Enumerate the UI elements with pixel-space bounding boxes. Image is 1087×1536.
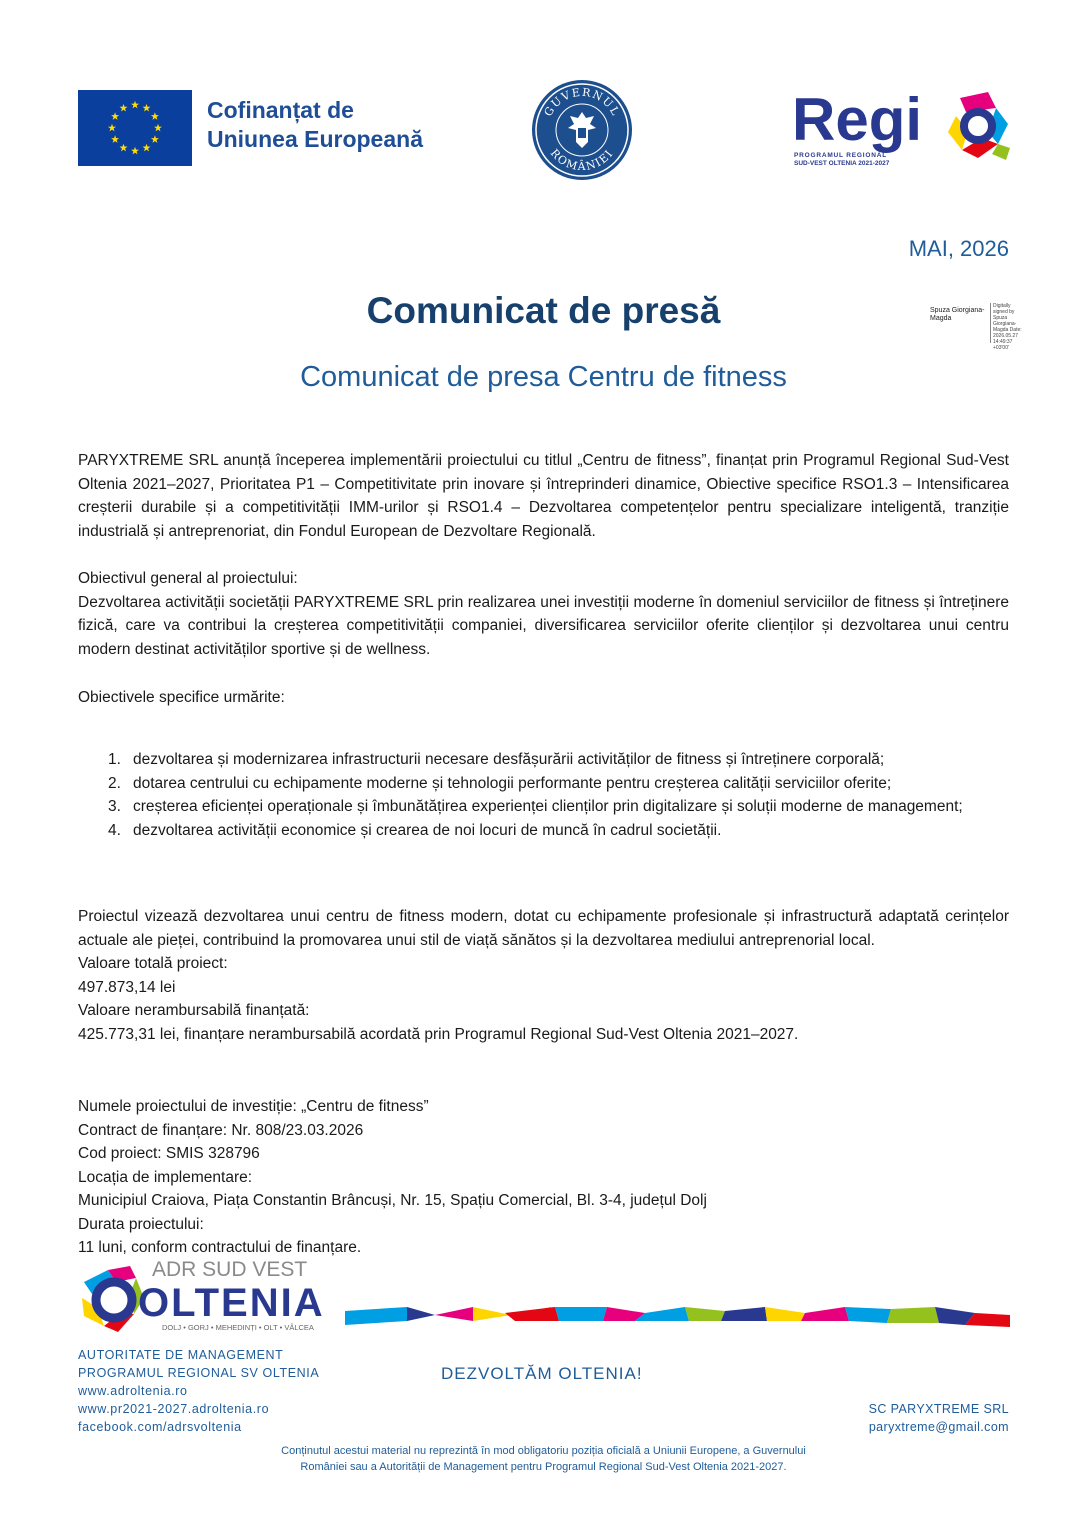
list-item xyxy=(78,772,1009,796)
beneficiary-name: SC PARYXTREME SRL xyxy=(868,1402,1009,1416)
government-seal-logo xyxy=(530,78,634,182)
list-item-number: 2. xyxy=(108,774,121,792)
list-item-text: dezvoltarea activității economice și crearea de noi locuri de muncă în cadrul societății. xyxy=(133,821,722,839)
list-item xyxy=(78,819,1009,843)
decorative-ribbon xyxy=(345,1303,1010,1329)
signature-details: Digitally signed by Spuza Giorgiana-Magda Date: 2026.05.27 14:49:37 +03'00' xyxy=(993,303,1022,351)
duration-label: Durata proiectului: xyxy=(78,1215,204,1233)
slogan: DEZVOLTĂM OLTENIA! xyxy=(441,1364,643,1383)
list-item xyxy=(78,795,1009,819)
eu-stars-icon xyxy=(78,90,192,166)
list-item-number: 1. xyxy=(108,751,121,768)
list-item xyxy=(78,748,1009,772)
adr-oltenia-logo xyxy=(78,1254,340,1338)
beneficiary-email-link[interactable]: paryxtreme@gmail.com xyxy=(868,1420,1009,1434)
regio-subtitle-2: SUD-VEST OLTENIA 2021-2027 xyxy=(794,160,890,167)
project-paragraph: Proiectul vizează dezvoltarea unui centru de fitness modern, dotat cu echipamente profesionale și infrastructură adaptată cerințelor actuale ale pieței, contribuind la promovarea unui stil de viață sănătos și la dezvoltarea mediului antreprenorial local. xyxy=(78,908,1009,949)
list-item-text: creșterea eficienței operaționale și îmbunătățirea experienței clienților prin digitalizare și soluții moderne de management; xyxy=(133,798,963,815)
adr-main-text: OLTENIA xyxy=(138,1281,325,1325)
duration-value: 11 luni, conform contractului de finanțare. xyxy=(78,1239,362,1256)
list-item-number: 3. xyxy=(108,798,121,815)
list-item-text: dotarea centrului cu echipamente moderne și tehnologii performante pentru creșterea calității serviciilor oferite; xyxy=(133,774,892,792)
list-item-number: 4. xyxy=(108,821,121,839)
regio-colored-o-icon xyxy=(948,92,1010,160)
regio-logo xyxy=(792,84,1012,168)
document-date: MAI, 2026 xyxy=(908,236,1009,261)
general-objective-heading: Obiectivul general al proiectului: xyxy=(78,570,298,587)
regio-subtitle-1: PROGRAMUL REGIONAL xyxy=(794,152,888,159)
total-value: 497.873,14 lei xyxy=(78,978,176,996)
seal-bottom-text: ROMÂNIEI xyxy=(547,146,617,174)
location-label: Locația de implementare: xyxy=(78,1168,253,1186)
list-item-text: dezvoltarea și modernizarea infrastructurii necesare desfășurării activităților de fitness și întreținere corporală; xyxy=(133,751,885,768)
project-description-section xyxy=(78,905,1009,1046)
authority-line-2: PROGRAMUL REGIONAL SV OLTENIA xyxy=(78,1366,320,1380)
facebook-link[interactable]: facebook.com/adrsvoltenia xyxy=(78,1420,242,1434)
adr-counties-text: DOLJ • GORJ • MEHEDINȚI • OLT • VÂLCEA xyxy=(162,1323,314,1332)
digital-signature-block xyxy=(930,303,1022,351)
general-objective-section xyxy=(78,567,1009,661)
adr-top-text: ADR SUD VEST xyxy=(152,1258,308,1281)
legal-disclaimer xyxy=(0,1443,1087,1475)
location-value: Municipiul Craiova, Piața Constantin Brâncuși, Nr. 15, Spațiu Comercial, Bl. 3-4, județul Dolj xyxy=(78,1192,707,1209)
adr-colored-circle-icon xyxy=(82,1266,144,1332)
grant-value-label: Valoare nerambursabilă finanțată: xyxy=(78,1002,310,1019)
specific-objectives-list xyxy=(78,748,1009,842)
eu-line-2: Uniunea Europeană xyxy=(207,126,423,152)
disclaimer-line-2: României sau a Autorității de Management pentru Programul Regional Sud-Vest Oltenia 2021-2027. xyxy=(300,1461,787,1473)
project-name: Numele proiectului de investiție: „Centru de fitness” xyxy=(78,1098,429,1115)
intro-paragraph: PARYXTREME SRL anunță începerea implementării proiectului cu titlul „Centru de fitness”, finanțat prin Programul Regional Sud-Vest Oltenia 2021–2027, Prioritatea P1 – Competitivitate prin inovare și întreprinderi dinamice, Obiective specifice RSO1.3 – Intensificarea creșterii durabile și a competitivității IMM-urilor și RSO1.4 – Dezvoltarea competențelor pentru specializare inteligentă, tranziție industrială și antreprenoriat, din Fondul European de Dezvoltare Regională. xyxy=(78,452,1009,540)
general-objective-text: Dezvoltarea activității societății PARYXTREME SRL prin realizarea unei investiții moderne în domeniul serviciilor de fitness și întreținere fizică, care va contribui la creșterea competitivității companiei, diversificarea serviciilor oferite clienților și dezvoltarea unui centru modern destinat activităților sportive și de wellness. xyxy=(78,593,1009,658)
page-subtitle: Comunicat de presa Centru de fitness xyxy=(300,361,787,393)
eu-line-1: Cofinanțat de xyxy=(207,97,354,123)
eu-cofinancing-text xyxy=(207,96,423,154)
signature-name: Spuza Giorgiana-Magda xyxy=(930,307,985,322)
authority-line-1: AUTORITATE DE MANAGEMENT xyxy=(78,1348,284,1362)
page-title: Comunicat de presă xyxy=(366,290,721,331)
grant-value: 425.773,31 lei, finanțare nerambursabilă acordată prin Programul Regional Sud-Vest Oltenia 2021–2027. xyxy=(78,1025,799,1043)
project-code: Cod proiect: SMIS 328796 xyxy=(78,1145,260,1162)
regio-word: Regi xyxy=(792,86,923,153)
seal-top-text: GUVERNUL xyxy=(541,85,623,119)
contract-number: Contract de finanțare: Nr. 808/23.03.2026 xyxy=(78,1121,364,1139)
beneficiary-contacts xyxy=(869,1400,1009,1436)
specific-objectives-heading: Obiectivele specifice urmărite: xyxy=(78,689,285,706)
disclaimer-line-1: Conținutul acestui material nu reprezintă în mod obligatoriu poziția oficială a Uniunii Europene, a Guvernului xyxy=(281,1445,806,1457)
managing-authority-contacts xyxy=(78,1346,319,1436)
eu-flag-logo xyxy=(78,90,192,166)
website-link-2[interactable]: www.pr2021-2027.adroltenia.ro xyxy=(78,1402,270,1416)
total-value-label: Valoare totală proiect: xyxy=(78,955,228,972)
signature-divider xyxy=(990,303,991,343)
website-link-1[interactable]: www.adroltenia.ro xyxy=(78,1384,188,1398)
project-details-section xyxy=(78,1095,1009,1260)
